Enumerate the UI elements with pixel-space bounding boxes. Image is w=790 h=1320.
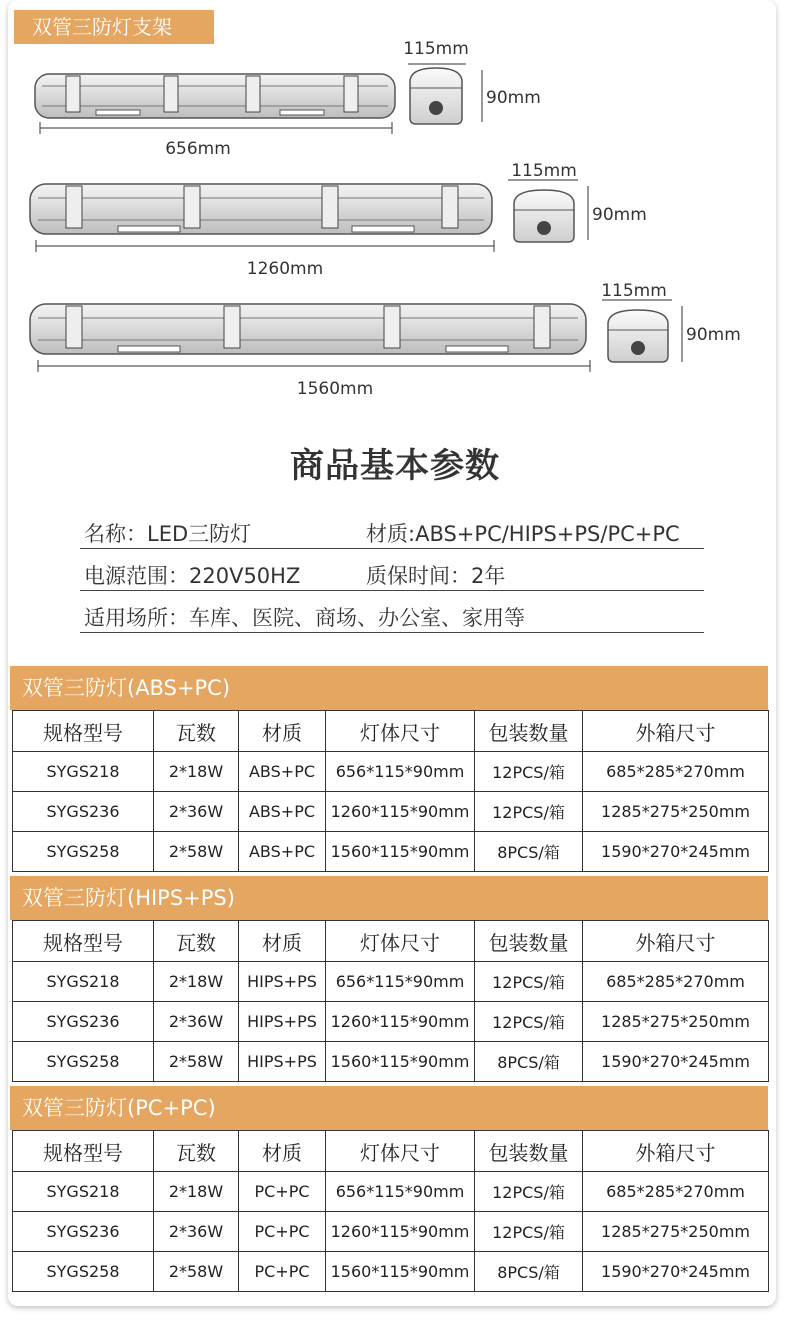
header-badge: 双管三防灯支架 (14, 10, 214, 44)
fixture-1260-length: 1260mm (246, 259, 324, 279)
cell-model: SYGS236 (13, 1212, 154, 1252)
cell-pack-qty: 8PCS/箱 (475, 832, 583, 872)
cell-carton-size: 685*285*270mm (583, 962, 769, 1002)
cell-wattage: 2*18W (154, 1172, 239, 1212)
params-title: 商品基本参数 (290, 446, 500, 486)
table-header-row (13, 711, 769, 752)
cell-body-size: 656*115*90mm (326, 1172, 475, 1212)
col-model: 规格型号 (13, 1131, 154, 1172)
param-warranty: 质保时间：2年 (366, 564, 506, 588)
cell-pack-qty: 12PCS/箱 (475, 962, 583, 1002)
table-title-abs-pc: 双管三防灯(ABS+PC) (10, 666, 768, 710)
cell-pack-qty: 12PCS/箱 (475, 792, 583, 832)
table-header-row (13, 1131, 769, 1172)
cell-body-size: 1260*115*90mm (326, 1212, 475, 1252)
fixture-1560-length: 1560mm (296, 379, 374, 399)
fixture-1260-width: 115mm (511, 161, 577, 181)
table-row (13, 962, 769, 1002)
col-body-size: 灯体尺寸 (326, 1131, 475, 1172)
col-material: 材质 (239, 1131, 326, 1172)
cell-carton-size: 1590*270*245mm (583, 1252, 769, 1292)
fixture-656-side-view (35, 74, 395, 134)
col-carton-size: 外箱尺寸 (583, 1131, 769, 1172)
col-carton-size: 外箱尺寸 (583, 711, 769, 752)
cell-model: SYGS218 (13, 1172, 154, 1212)
fixture-1560-side-view (30, 304, 590, 372)
col-body-size: 灯体尺寸 (326, 711, 475, 752)
cell-model: SYGS258 (13, 1042, 154, 1082)
cell-wattage: 2*18W (154, 752, 239, 792)
table-row (13, 1042, 769, 1082)
cell-carton-size: 685*285*270mm (583, 752, 769, 792)
col-pack-qty: 包装数量 (475, 711, 583, 752)
param-divider-2 (80, 590, 704, 591)
table-title-hips-ps: 双管三防灯(HIPS+PS) (10, 876, 768, 920)
cell-pack-qty: 12PCS/箱 (475, 1212, 583, 1252)
col-wattage: 瓦数 (154, 921, 239, 962)
spec-table-abs-pc (12, 710, 769, 872)
cell-model: SYGS258 (13, 832, 154, 872)
cell-wattage: 2*36W (154, 1212, 239, 1252)
col-carton-size: 外箱尺寸 (583, 921, 769, 962)
cell-material: ABS+PC (239, 792, 326, 832)
col-body-size: 灯体尺寸 (326, 921, 475, 962)
cell-body-size: 1560*115*90mm (326, 1042, 475, 1082)
table-row (13, 1252, 769, 1292)
cell-carton-size: 1285*275*250mm (583, 1212, 769, 1252)
fixture-656-height: 90mm (486, 88, 541, 108)
table-row (13, 792, 769, 832)
param-divider-3 (80, 632, 704, 633)
table-header-row (13, 921, 769, 962)
table-row (13, 1172, 769, 1212)
cell-material: ABS+PC (239, 752, 326, 792)
cell-wattage: 2*18W (154, 962, 239, 1002)
cell-model: SYGS236 (13, 792, 154, 832)
cell-carton-size: 1285*275*250mm (583, 1002, 769, 1042)
cell-body-size: 656*115*90mm (326, 752, 475, 792)
col-wattage: 瓦数 (154, 1131, 239, 1172)
table-row (13, 1002, 769, 1042)
param-power: 电源范围：220V50HZ (84, 564, 301, 588)
cell-pack-qty: 12PCS/箱 (475, 1172, 583, 1212)
fixture-656-length: 656mm (165, 139, 231, 159)
fixture-1560-height: 90mm (686, 325, 741, 345)
cell-pack-qty: 12PCS/箱 (475, 752, 583, 792)
param-divider-1 (80, 548, 704, 549)
spec-table-pc-pc (12, 1130, 769, 1292)
cell-material: PC+PC (239, 1252, 326, 1292)
fixture-656-width: 115mm (403, 39, 469, 59)
table-row (13, 832, 769, 872)
cell-pack-qty: 8PCS/箱 (475, 1252, 583, 1292)
cell-wattage: 2*36W (154, 792, 239, 832)
fixture-diagrams (0, 0, 790, 420)
cell-material: ABS+PC (239, 832, 326, 872)
cell-carton-size: 1590*270*245mm (583, 1042, 769, 1082)
cell-body-size: 656*115*90mm (326, 962, 475, 1002)
col-model: 规格型号 (13, 711, 154, 752)
cell-body-size: 1260*115*90mm (326, 792, 475, 832)
cell-pack-qty: 8PCS/箱 (475, 1042, 583, 1082)
cell-body-size: 1560*115*90mm (326, 832, 475, 872)
cell-material: HIPS+PS (239, 1042, 326, 1082)
cell-wattage: 2*36W (154, 1002, 239, 1042)
cell-pack-qty: 12PCS/箱 (475, 1002, 583, 1042)
col-material: 材质 (239, 921, 326, 962)
cell-carton-size: 1590*270*245mm (583, 832, 769, 872)
col-wattage: 瓦数 (154, 711, 239, 752)
table-title-pc-pc: 双管三防灯(PC+PC) (10, 1086, 768, 1130)
table-row (13, 752, 769, 792)
cell-carton-size: 685*285*270mm (583, 1172, 769, 1212)
cell-model: SYGS218 (13, 962, 154, 1002)
cell-model: SYGS218 (13, 752, 154, 792)
param-name: 名称：LED三防灯 (84, 522, 252, 546)
cell-material: PC+PC (239, 1172, 326, 1212)
col-model: 规格型号 (13, 921, 154, 962)
cell-material: PC+PC (239, 1212, 326, 1252)
cell-wattage: 2*58W (154, 832, 239, 872)
param-material: 材质:ABS+PC/HIPS+PS/PC+PC (366, 522, 680, 546)
cell-body-size: 1560*115*90mm (326, 1252, 475, 1292)
param-usage: 适用场所：车库、医院、商场、办公室、家用等 (84, 606, 525, 630)
fixture-1560-end-view (602, 300, 682, 362)
fixture-1260-height: 90mm (592, 205, 647, 225)
fixture-1260-side-view (30, 184, 494, 252)
cell-model: SYGS236 (13, 1002, 154, 1042)
fixture-1260-end-view (508, 180, 588, 242)
cell-model: SYGS258 (13, 1252, 154, 1292)
cell-wattage: 2*58W (154, 1252, 239, 1292)
cell-material: HIPS+PS (239, 962, 326, 1002)
table-row (13, 1212, 769, 1252)
cell-material: HIPS+PS (239, 1002, 326, 1042)
cell-wattage: 2*58W (154, 1042, 239, 1082)
fixture-1560-width: 115mm (601, 281, 667, 301)
col-pack-qty: 包装数量 (475, 921, 583, 962)
col-pack-qty: 包装数量 (475, 1131, 583, 1172)
cell-carton-size: 1285*275*250mm (583, 792, 769, 832)
fixture-656-end-view (408, 64, 482, 124)
col-material: 材质 (239, 711, 326, 752)
spec-table-hips-ps (12, 920, 769, 1082)
cell-body-size: 1260*115*90mm (326, 1002, 475, 1042)
